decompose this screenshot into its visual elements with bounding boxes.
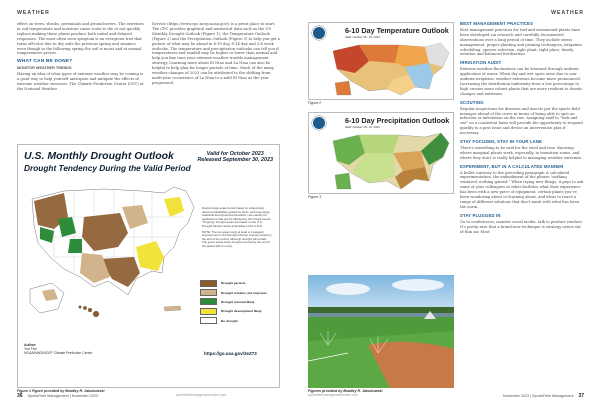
- heading-stay-focused: STAY FOCUSED, STAY IN YOUR LANE: [460, 139, 543, 145]
- legend-item: Drought remains, but improves: [200, 288, 270, 296]
- photo-caption: Figures provided by Bradley R. Jakubowski: [308, 389, 383, 393]
- legend-swatch: [200, 308, 217, 315]
- temperature-map-graphic: [329, 41, 451, 99]
- paragraph: effect on trees, shrubs, perennials and groundcovers. The extremes in soil temperature and moisture cause roots to die or not quickly replace,making these plants produce both initial and delayed responses. The most often seen symptom is an evergreen tree that turns off-color due to dry soils the previous spring and summer, even though in the following spring the soil is moist and at normal temperatures proves.: [17, 22, 144, 56]
- paragraph: Regular inspections for diseases and insects put the sports field manager ahead of the curve in terms of being able to spot an infection or infestation on the rise. Assigning staff to "look and see" on a consistent basis will provide the opportunity to respond quickly to a pest issue and devise an intervention plan if necessary.: [460, 106, 583, 136]
- subheading-monitor-weather: MONITOR WEATHER TRENDS: [17, 66, 72, 71]
- legend-item: Drought removal likely: [200, 298, 270, 306]
- legend-swatch: [200, 298, 217, 305]
- right-col: [460, 22, 584, 237]
- legend-item: Drought persists: [200, 279, 270, 287]
- heading-irrigation-audit: IRRIGATION AUDIT: [460, 60, 502, 66]
- heading-experiment: EXPERIMENT, BUT IN A CALCULATED MANNER: [460, 163, 564, 169]
- paragraph: There's something to be said for the tried and true. Knowing where marginal plants work, especially, in transition zones, and where they don't is really helpful to managing weather extremes.: [460, 145, 583, 160]
- right-page: [300, 0, 600, 403]
- fig2-title: 6-10 Day Temperature Outlook: [345, 26, 449, 35]
- figure1-author: Author: Yun Fan NOAA/NWS/NCEP Climate Prediction Center: [24, 343, 93, 356]
- noaa-logo-icon: [312, 116, 326, 130]
- figure1-url[interactable]: https://go.usa.gov/3eZ73: [204, 351, 257, 356]
- left-col-1: [17, 22, 144, 95]
- sports-field-photo: [308, 275, 454, 388]
- figure1-valid: [197, 151, 273, 163]
- noaa-logo-icon: [312, 26, 326, 40]
- legend-item: Drought development likely: [200, 307, 270, 315]
- hawaii-inset: [79, 306, 99, 317]
- footer-right: November 2023 | SportsField Management 37: [502, 393, 584, 399]
- note: Depicts large-scale trends based on subjectively derived probabilities guided by short- and long-range statistical and dynamical forecasts. Use caution for applications that can be affected by short lived events. "Ongoing" drought areas are based on the U.S. Drought Monitor areas (intensities of D1 to D4).: [202, 206, 272, 228]
- us-drought-map: [24, 177, 200, 333]
- field-photo-graphic: [308, 275, 454, 388]
- footer-left: 36 SportsField Management | November 2023: [17, 393, 99, 399]
- fig3-valid: Valid: October 18 - 22, 2023: [345, 125, 380, 129]
- heading-what-can-be-done: WHAT CAN BE DONE?: [17, 59, 73, 65]
- section-tag-left: WEATHER: [17, 10, 50, 16]
- footer-url-right[interactable]: sportsfieldmanagementonline.com: [308, 393, 359, 397]
- drought-removal-central: [68, 239, 82, 253]
- heading-scouting: SCOUTING: [460, 99, 484, 105]
- paragraph: Go to conferences, monitor social media, talk to product vendors. It's pretty rare that a brand-new technique is strategy arises out of thin air. Most: [460, 219, 583, 234]
- footer-url-left[interactable]: sportsfieldmanagementonline.com: [176, 393, 227, 397]
- legend-item: No drought: [200, 317, 270, 325]
- figure1-subtitle: Drought Tendency During the Valid Period: [24, 163, 191, 173]
- fig3-label: Figure 3: [308, 195, 322, 199]
- section-tag-right: WEATHER: [551, 10, 584, 16]
- paragraph: A bullet contrary to the preceding paragraph is calculated experimentation, the embodiment of the phrase "nothing ventured, nothing gained." When trying new things, it pays to ask some of your colleagues at other facilities what their experience has been with a new piece of equipment, certain plants you've been wondering about or learning about, and ideas to reach a range of different solutions that don't mesh with what has been the norm.: [460, 170, 584, 209]
- drought-legend: [200, 279, 270, 326]
- legend-swatch: [200, 289, 217, 296]
- legend-swatch: [200, 280, 217, 287]
- heading-stay-plugged-in: STAY PLUGGED IN: [460, 212, 501, 218]
- note: NOTE: The tan areas imply at least a 1-category improvement in the Drought Monitor intensity levels by the end of the period, although drought will remain. The green areas imply drought removal by the end of the period (D0 or none).: [202, 229, 272, 248]
- precipitation-outlook-map: [308, 112, 454, 194]
- paragraph: Best management practices for turf and ornamental plants have been developed via research and carefully documented observations over a long period of time. They include stress management, proper planting and pruning techniques, irrigation scheduling, species selection, right plant, right place, timely, aeration and balanced fertilization.: [460, 27, 582, 57]
- figure1-notes: [202, 207, 272, 251]
- valid-for: Valid for October 2023: [206, 151, 264, 157]
- figure1-caption: Figure 1 Figure provided by Bradley R. Jakubowski: [17, 389, 105, 393]
- fig3-title: 6-10 Day Precipitation Outlook: [345, 116, 450, 125]
- released-date: Released September 30, 2023: [197, 157, 273, 164]
- fig2-label: Figure 2: [308, 101, 322, 105]
- drought-outlook-figure: [17, 144, 280, 388]
- fig2-valid: Valid: October 18 - 22, 2023: [345, 35, 380, 39]
- paragraph: Having an idea of what types of extreme weather may be coming is a good way to help yourself anticipate and mitigate the effects of extreme weather stressors. The Climate Prediction Center (CPC) at the National Weather: [17, 72, 144, 91]
- left-col-2: [152, 22, 280, 89]
- figure1-title: U.S. Monthly Drought Outlook: [24, 150, 174, 162]
- legend-swatch: [200, 317, 217, 324]
- paragraph: Service (https://www.cpc.ncep.noaa.gov/) is a great place to start. The CPC provides graphical and numerical data such as the US Monthly Drought Outlook (Figure 1), the Temperature Outlook (Figure 2) and the Precipitation Outlook (Figure 3) to help you get a picture of what may be ahead in 6-10 day, 8-14 day and 3-4 week outlooks. The temperature and precipitation outlooks can tell you if temperatures and rainfall may be higher or lower than normal and help you fine tune your extreme weather trouble management strategy. Learning more about El Nino and La Nina can also be helpful to help plan for longer periods of time. Much of the many weather changes of 2023 can be attributed to the shifting from multi-year occurrence of La Nina to a mild El Nino as the year progressed.: [152, 22, 280, 85]
- puerto-rico-inset: [164, 306, 181, 311]
- precipitation-map-graphic: [329, 131, 451, 193]
- heading-bmp: BEST MANAGEMENT PRACTICES: [460, 21, 534, 26]
- paragraph: Extreme weather fluctuations can be lessened through uniform application of water. When dry and wet spots arise due to non-uniform irrigation, weather extremes become more pronounced. Increasing the distribution uniformity from a low percentage to high creates more robust plants that are more resilient to drastic changes and extremes.: [460, 67, 583, 96]
- temperature-outlook-map: [308, 22, 454, 100]
